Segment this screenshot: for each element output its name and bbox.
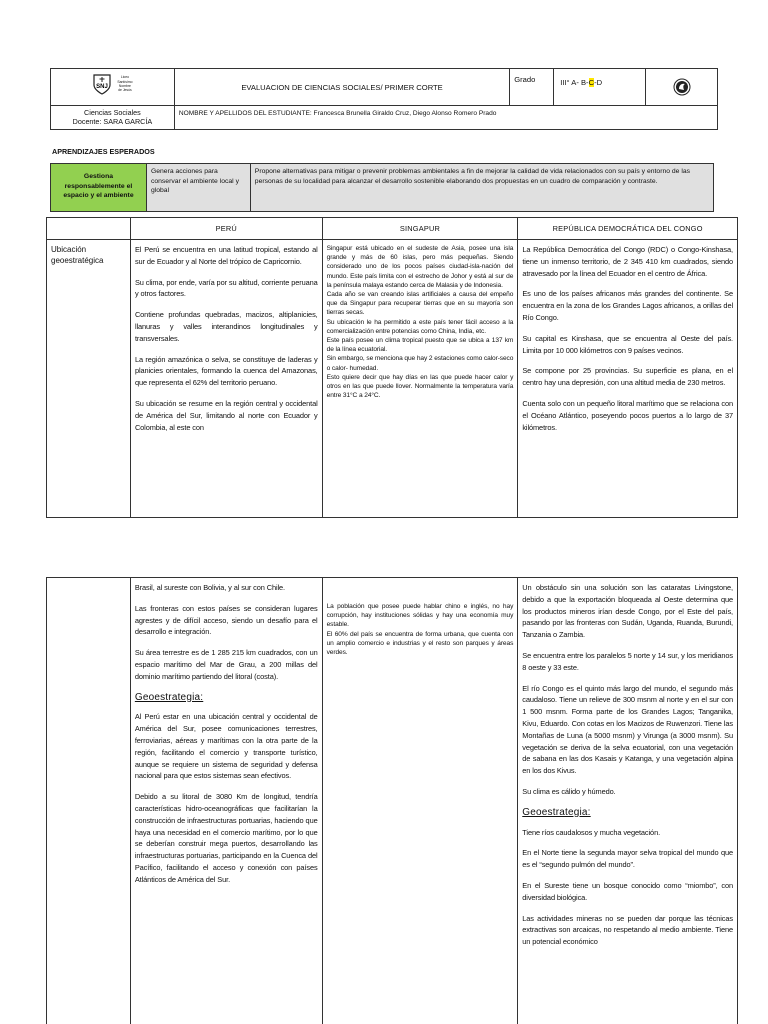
singapur-paragraph: El 60% del país se encuentra de forma urbana, que cuenta con un amplio comercio e industrias y el resto son parques y áreas verdes.	[326, 630, 514, 657]
singapur-paragraph: Singapur está ubicado en el sudeste de Asia, posee una isla grande y más de 60 islas, pero más pequeñas. Siendo considerado uno de los pocos países ciudad-isla-nación del mundo. Este país limita con el estrecho de Johor y está al sur de la península malaya estando cerca de Malasia y de Indonesia.	[326, 245, 514, 289]
subject-teacher-cell: Ciencias Sociales Docente: SARA GARCÍA	[51, 106, 175, 130]
congo-paragraph: El río Congo es el quinto más largo del mundo, el segundo más caudaloso. Tiene un relieve de 300 msnm al norte y en el sur con 1 500 msnm. Forma parte de los Grandes Lagos; Tanganika, Kivu, Eduardo. Con cotas en los Macizos de Ruwenzori. Tiene las Montañas de Luna (a 5000 msnm) y Virunga (a 3000 msnm). Su vegetación se deriva de la selva ecuatorial, con una vegetación de sabana en las dos Kasais y Katanga, y una vegetación alpina en los dos Kivus.	[522, 683, 733, 776]
header-peru: PERÚ	[130, 218, 322, 240]
svg-text:SNJ: SNJ	[96, 84, 109, 90]
congo-paragraph: Es uno de los países africanos más grandes del continente. Se encuentra en la zona de los Grandes Lagos africanos, a orillas del Río Congo.	[522, 289, 733, 322]
peru-paragraph: El Perú se encuentra en una latitud tropical, estando al sur de Ecuador y al Norte del trópico de Capricornio.	[134, 245, 318, 266]
congo-paragraph: Se compone por 25 provincias. Su superficie es plana, en el centro hay una depresión, con una altitud media de 230 metros.	[522, 366, 733, 388]
singapur-paragraph: Cada año se van creando islas artificiales a causa del empeño que da Singapur para recuperar tierras que en su mayoría son tierras secas.	[326, 291, 514, 317]
congo-paragraph: Tiene ríos caudalosos y mucha vegetación.	[522, 827, 661, 837]
congo-paragraph: Cuenta solo con un pequeño litoral marítimo que se relaciona con el Océano Atlántico, poseyendo pocos puertos a lo largo de 37 kilómetros.	[522, 398, 733, 432]
header-singapur: SINGAPUR	[322, 218, 518, 240]
row-label-empty	[47, 578, 131, 1024]
singapur-cell	[322, 240, 518, 518]
geoestrategia-heading-congo: Geoestrategia:	[522, 806, 591, 818]
congo-paragraph: Su clima es cálido y húmedo.	[522, 786, 616, 796]
school-crest-icon	[92, 73, 112, 95]
peru-cell	[130, 240, 322, 518]
aprendizajes-title: APRENDIZAJES ESPERADOS	[52, 147, 155, 156]
capacidad-cell: Genera acciones para conservar el ambiente local y global	[146, 164, 250, 212]
grado-highlight: C	[588, 78, 595, 87]
congo-cell-continued	[518, 578, 738, 1024]
desempeno-cell: Propone alternativas para mitigar o prevenir problemas ambientales a fin de mejorar la calidad de vida relacionados con su país y entorno de las personas de su localidad para alcanzar el desarrollo sostenible elaborando dos propuestas en un cuadro de comparación y contraste.	[250, 164, 713, 212]
competencia-cell: Gestiona responsablemente el espacio y el ambiente	[51, 164, 147, 212]
logo-cell	[51, 69, 175, 106]
grado-label: Grado	[510, 69, 554, 106]
grado-value: III° A- B-C-D	[554, 69, 646, 106]
comparison-table-continued	[46, 577, 738, 1024]
geoestrategia-heading-peru: Geoestrategia:	[134, 691, 204, 703]
congo-paragraph: La República Democrática del Congo (RDC) o Congo-Kinshasa, tiene un inmenso territorio, de 2 345 410 km cuadrados, siendo atravesado por la línea del Ecuador en el centro de África.	[522, 245, 733, 278]
exam-title: EVALUACION DE CIENCIAS SOCIALES/ PRIMER CORTE	[174, 69, 509, 106]
peru-paragraph: Su clima, por ende, varía por su altitud, corriente peruana y otros factores.	[134, 277, 318, 299]
seal-cell	[646, 69, 718, 106]
school-name: Liceo Santísimo Nombre de Jesús	[117, 75, 133, 93]
singapur-paragraph: Este país posee un clima tropical puesto que se ubica a 137 km de la línea ecuatorial.	[326, 337, 514, 354]
singapur-paragraph: Esto quiere decir que hay días en las que puede hacer calor y otros en las que puede llover. Normalmente la temperatura varía entre 31°C a 24°C.	[326, 373, 514, 400]
congo-cell	[518, 240, 738, 518]
aprendizajes-table	[50, 163, 714, 212]
student-names: NOMBRE Y APELLIDOS DEL ESTUDIANTE: Francesca Brunella Giraldo Cruz, Diego Alonso Romero Prado	[174, 106, 717, 130]
institution-seal-icon	[673, 78, 691, 96]
peru-paragraph: Su área terrestre es de 1 285 215 km cuadrados, con un espacio marítimo del Mar de Grau, a 200 millas del dominio marítimo partiendo del litoral (costa).	[134, 648, 318, 681]
peru-paragraph: Brasil, al sureste con Bolivia, y al sur con Chile.	[134, 583, 286, 592]
peru-cell-continued	[130, 578, 322, 1024]
header-table	[50, 68, 718, 130]
congo-paragraph: En el Sureste tiene un bosque conocido como “miombo”, con diversidad biológica.	[522, 880, 733, 902]
peru-paragraph: Al Perú estar en una ubicación central y occidental de América del Sur, posee comunicaciones terrestres, ferroviarias, aéreas y marítimas con la otra parte de la región, facilitando el comercio y transporte turístico, aunque se requiere un sistema de seguridad y defensa nacional para que estos sistemas sean efectivos.	[134, 712, 318, 781]
singapur-paragraph: La población que posee puede hablar chino e inglés, no hay corrupción, hay instituciones sólidas y hay una economía muy estable.	[326, 603, 514, 629]
singapur-paragraph: Su ubicación le ha permitido a este país tener fácil acceso a la comercialización entre potencias como China, India, etc.	[326, 318, 514, 335]
peru-paragraph: Su ubicación se resume en la región central y occidental de América del Sur, limitando al norte con Ecuador y Colombia, al este con	[134, 398, 318, 432]
congo-paragraph: Un obstáculo sin una solución son las cataratas Livingstone, debido a que la exportación bloqueada al Oeste determina que los productos mineros irían desde Congo, por el Este del país, pasando por las fronteras con Sudán, Uganda, Ruanda, Burundi, Tanzania o Zambia.	[522, 583, 733, 640]
singapur-paragraph: Sin embargo, se menciona que hay 2 estaciones como calor-seco o calor- humedad.	[326, 355, 514, 372]
peru-paragraph: Contiene profundas quebradas, macizos, altiplanicies, llanuras y valles interandinos longitudinales y transversales.	[134, 310, 318, 343]
congo-paragraph: En el Norte tiene la segunda mayor selva tropical del mundo que es el “segundo pulmón del mundo”.	[522, 848, 733, 870]
peru-paragraph: La región amazónica o selva, se constituye de laderas y planicies orientales, formando la cuenca del Amazonas, que representa el 62% del territorio peruano.	[134, 354, 318, 388]
congo-paragraph: Su capital es Kinshasa, que se encuentra al Oeste del país. Limita por 10 000 kilómetros con 9 países vecinos.	[522, 333, 733, 355]
comparison-table	[46, 217, 738, 518]
congo-paragraph: Se encuentra entre los paralelos 5 norte y 14 sur, y los meridianos 8 oeste y 33 este.	[522, 650, 733, 672]
peru-paragraph: Las fronteras con estos países se consideran lugares agrestes y de difícil acceso, siendo un desafío para el desarrollo e integración.	[134, 603, 318, 637]
singapur-cell-continued	[322, 578, 518, 1024]
corner-cell	[47, 218, 131, 240]
row-label-ubicacion: Ubicación geoestratégica	[47, 240, 131, 518]
peru-paragraph: Debido a su litoral de 3080 Km de longitud, tendría características hidro-oceanográficas que facilitarían la construcción de infraestructuras portuarias, haciendo que haya una necesidad en el comercio marítimo, por lo que se deberían construir mega puertos, desarrollando las infraestructuras portuarias, participando en la Cuenca del Pacífico, facilitando el acceso y conexión con países Atlánticos de América del Sur.	[134, 792, 318, 884]
congo-paragraph: Las actividades mineras no se pueden dar porque las técnicas extractivas son arcaicas, no respetando al medio ambiente. Tiene un potencial económico	[522, 913, 733, 947]
header-congo: REPÚBLICA DEMOCRÁTICA DEL CONGO	[518, 218, 738, 240]
